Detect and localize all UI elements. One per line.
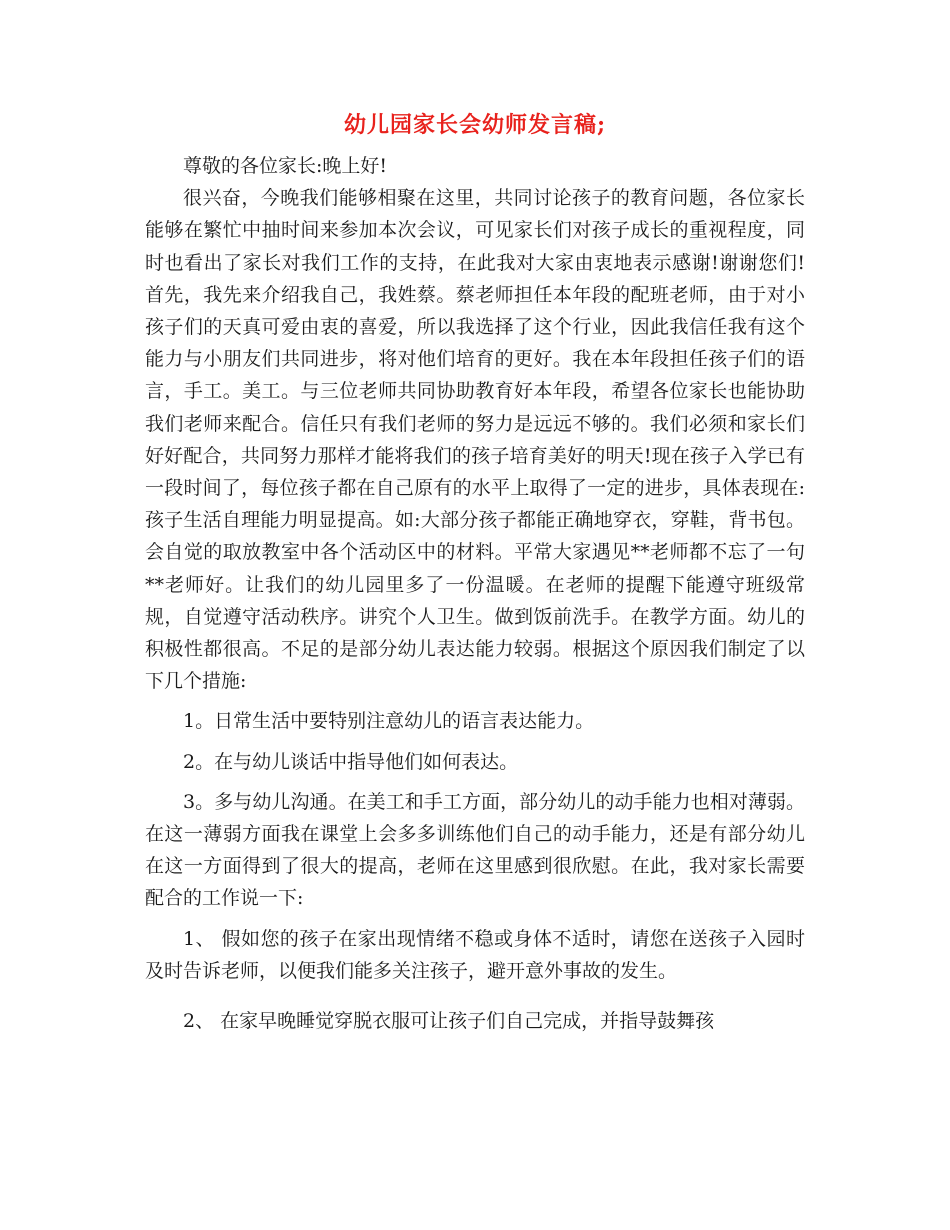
paragraph-request-1: 1、 假如您的孩子在家出现情绪不稳或身体不适时，请您在送孩子入园时及时告诉老师，以便我们能多关注孩子，避开意外事故的发生。 bbox=[145, 927, 805, 982]
paragraph-introduction: 很兴奋，今晚我们能够相聚在这里，共同讨论孩子的教育问题，各位家长能够在繁忙中抽时间来参加本次会议，可见家长们对孩子成长的重视程度，同时也看出了家长对我们工作的支持，在此我对大家由衷地表示感谢!谢谢您们!首先，我先来介绍我自己，我姓蔡。蔡老师担任本年段的配班老师，由于对小孩子们的天真可爱由衷的喜爱，所以我选择了这个行业，因此我信任我有这个能力与小朋友们共同进步，将对他们培育的更好。我在本年段担任孩子们的语言，手工。美工。与三位老师共同协助教育好本年段，希望各位家长也能协助我们老师来配合。信任只有我们老师的努力是远远不够的。我们必须和家长们好好配合，共同努力那样才能将我们的孩子培育美好的明天!现在孩子入学已有一段时间了，每位孩子都在自己原有的水平上取得了一定的进步，具体表现在:孩子生活自理能力明显提高。如:大部分孩子都能正确地穿衣，穿鞋，背书包。会自觉的取放教室中各个活动区中的材料。平常大家遇见**老师都不忘了一句**老师好。让我们的幼儿园里多了一份温暖。在老师的提醒下能遵守班级常规，自觉遵守活动秩序。讲究个人卫生。做到饭前洗手。在教学方面。幼儿的积极性都很高。不足的是部分幼儿表达能力较弱。根据这个原因我们制定了以下几个措施: bbox=[145, 187, 805, 693]
document-body bbox=[145, 150, 805, 1037]
document-title: 幼儿园家长会幼师发言稿; bbox=[343, 112, 607, 138]
paragraph-measure-1: 1。日常生活中要特别注意幼儿的语言表达能力。 bbox=[183, 710, 595, 733]
paragraph-measure-2: 2。在与幼儿谈话中指导他们如何表达。 bbox=[183, 750, 519, 773]
paragraph-request-2: 2、 在家早晚睡觉穿脱衣服可让孩子们自己完成，并指导鼓舞孩 bbox=[183, 1010, 715, 1033]
paragraph-measure-3: 3。多与幼儿沟通。在美工和手工方面，部分幼儿的动手能力也相对薄弱。在这一薄弱方面我在课堂上会多多训练他们自己的动手能力，还是有部分幼儿在这一方面得到了很大的提高，老师在这里感到很欣慰。在此，我对家长需要配合的工作说一下: bbox=[145, 790, 805, 910]
paragraph-greeting: 尊敬的各位家长:晚上好! bbox=[183, 155, 388, 177]
